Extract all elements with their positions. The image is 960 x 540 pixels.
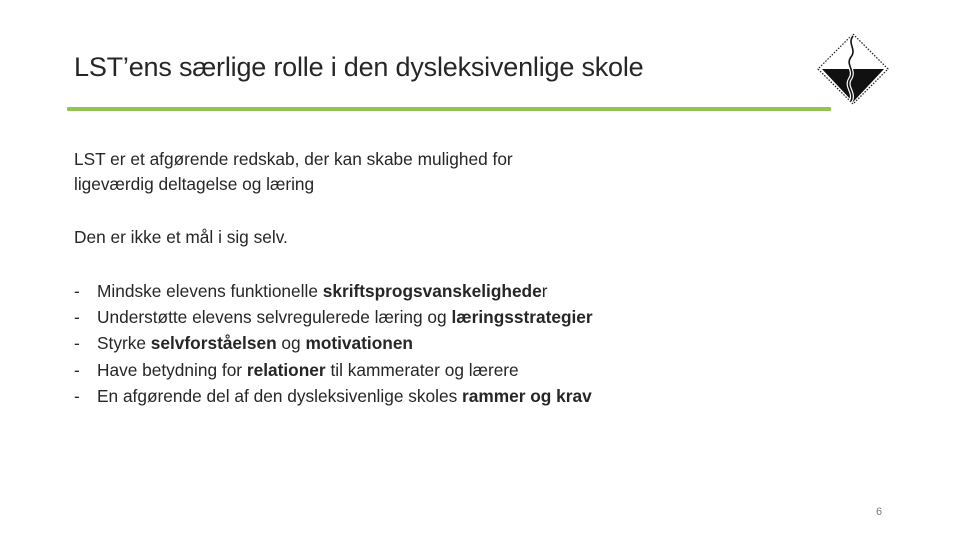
intro-line-1: LST er et afgørende redskab, der kan skabe mulighed for xyxy=(74,149,513,169)
bullet-marker: - xyxy=(74,333,80,354)
bullet-list xyxy=(74,278,593,409)
list-item: - Styrke selvforståelsen og motivationen xyxy=(74,330,593,356)
bullet-marker: - xyxy=(74,385,80,406)
list-item: - Mindske elevens funktionelle skriftsprogsvanskeligheder xyxy=(74,278,593,304)
slide-title: LST’ens særlige rolle i den dysleksivenlige skole xyxy=(74,52,644,82)
goal-statement: Den er ikke et mål i sig selv. xyxy=(74,227,288,247)
bullet-marker: - xyxy=(74,281,80,301)
title-underline xyxy=(67,107,831,111)
school-logo-icon xyxy=(816,32,890,106)
bullet-marker: - xyxy=(74,359,80,380)
bullet-marker: - xyxy=(74,307,80,328)
list-item: - Have betydning for relationer til kammerater og lærere xyxy=(74,357,593,383)
list-item: - En afgørende del af den dysleksivenlige skoles rammer og krav xyxy=(74,383,593,409)
list-item: - Understøtte elevens selvregulerede læring og læringsstrategier xyxy=(74,304,593,330)
intro-paragraph xyxy=(74,147,513,196)
intro-line-2: ligeværdig deltagelse og læring xyxy=(74,173,315,194)
page-number: 6 xyxy=(876,506,883,518)
